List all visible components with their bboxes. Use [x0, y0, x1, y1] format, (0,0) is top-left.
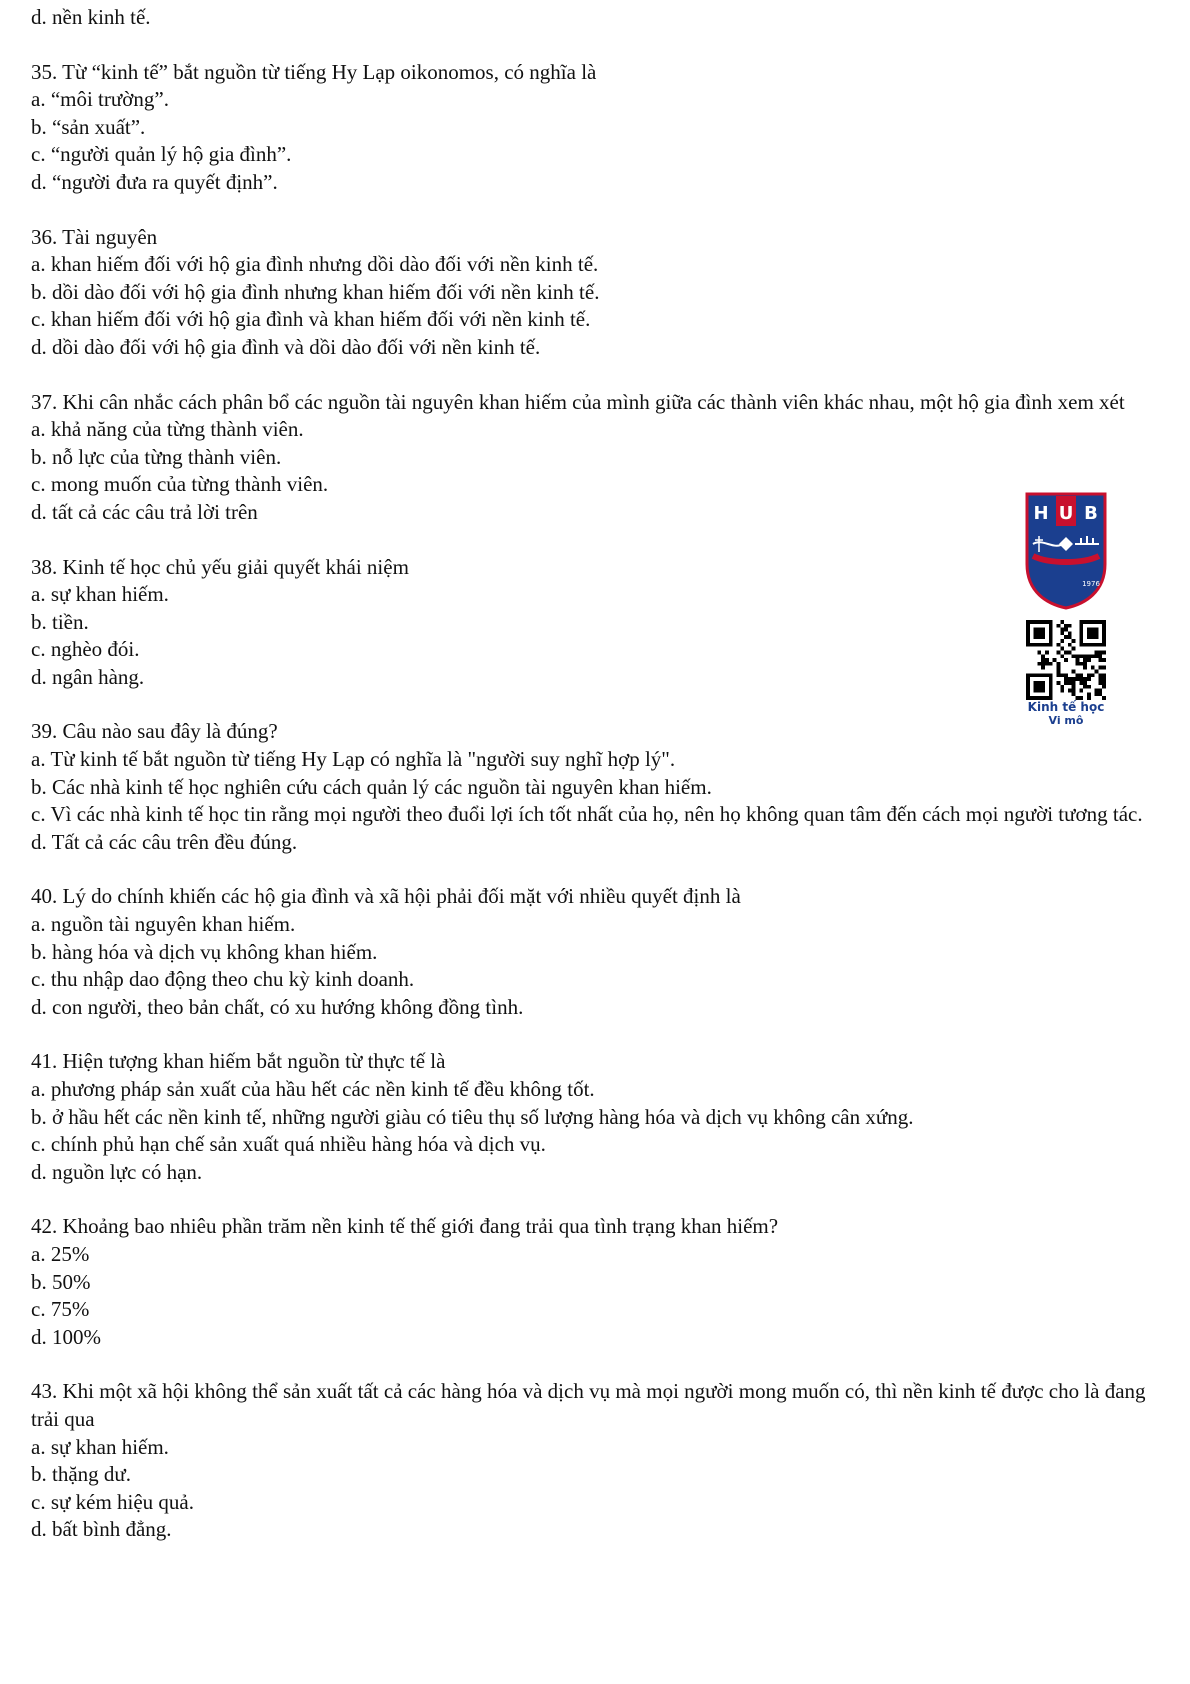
question-stem: 40. Lý do chính khiến các hộ gia đình và xã hội phải đối mặt với nhiều quyết định là	[31, 884, 741, 909]
option-b: b. 50%	[31, 1269, 91, 1294]
option-d: d. dồi dào đối với hộ gia đình và dồi dào đối với nền kinh tế.	[31, 334, 541, 359]
option-c: c. Vì các nhà kinh tế học tin rằng mọi người theo đuổi lợi ích tốt nhất của họ, nên họ không quan tâm đến cách mọi người tương tác.	[31, 802, 1143, 827]
logo-letter-u: U	[1058, 503, 1074, 524]
question-stem: 38. Kinh tế học chủ yếu giải quyết khái niệm	[31, 554, 409, 579]
option-d: d. tất cả các câu trả lời trên	[31, 499, 258, 524]
question-stem: 37. Khi cân nhắc cách phân bổ các nguồn tài nguyên khan hiếm của mình giữa các thành viên khác nhau, một hộ gia đình xem xét	[31, 389, 1125, 414]
question-stem: 41. Hiện tượng khan hiếm bắt nguồn từ thực tế là	[31, 1049, 446, 1074]
question-stem: 36. Tài nguyên	[31, 224, 158, 249]
option-d: d. Tất cả các câu trên đều đúng.	[31, 829, 298, 854]
question-42	[31, 1213, 1171, 1351]
option-b: b. tiền.	[31, 609, 89, 634]
logo-year: 1976	[1082, 580, 1100, 588]
logo-letter-h: H	[1033, 503, 1049, 524]
question-41	[31, 1048, 1171, 1186]
question-35	[31, 59, 1171, 197]
question-39	[31, 718, 1171, 856]
question-stem: 35. Từ “kinh tế” bắt nguồn từ tiếng Hy Lạp oikonomos, có nghĩa là	[31, 59, 597, 84]
option-a: a. sự khan hiếm.	[31, 582, 169, 607]
question-37	[31, 389, 1171, 527]
option-b: b. ở hầu hết các nền kinh tế, những người giàu có tiêu thụ số lượng hàng hóa và dịch vụ không cân xứng.	[31, 1104, 914, 1129]
qr-code	[1026, 620, 1106, 700]
hub-shield-logo	[1025, 492, 1107, 610]
option-a: a. 25%	[31, 1241, 90, 1266]
option-b: b. Các nhà kinh tế học nghiên cứu cách quản lý các nguồn tài nguyên khan hiếm.	[31, 774, 712, 799]
logo-caption-line1: Kinh tế học	[1027, 700, 1105, 714]
question-stem: 39. Câu nào sau đây là đúng?	[31, 719, 278, 744]
question-43	[31, 1378, 1171, 1544]
logo-letter-b: B	[1084, 503, 1098, 524]
question-36	[31, 224, 1171, 362]
option-d: d. bất bình đẳng.	[31, 1517, 172, 1542]
option-a: a. khả năng của từng thành viên.	[31, 417, 304, 442]
logo-caption-line2: Vi mô	[1048, 714, 1084, 727]
option-a: a. “môi trường”.	[31, 87, 169, 112]
option-d: d. con người, theo bản chất, có xu hướng không đồng tình.	[31, 994, 524, 1019]
option-d: d. nguồn lực có hạn.	[31, 1159, 203, 1184]
option-a: a. Từ kinh tế bắt nguồn từ tiếng Hy Lạp có nghĩa là "người suy nghĩ hợp lý".	[31, 747, 676, 772]
hub-logo-block	[1024, 492, 1108, 727]
option-a: a. phương pháp sản xuất của hầu hết các nền kinh tế đều không tốt.	[31, 1077, 595, 1101]
option-b: b. thặng dư.	[31, 1462, 132, 1487]
document-body	[31, 4, 1171, 1544]
question-40	[31, 883, 1171, 1021]
option-c: c. chính phủ hạn chế sản xuất quá nhiều hàng hóa và dịch vụ.	[31, 1132, 546, 1157]
option-c: c. nghèo đói.	[31, 637, 140, 662]
option-d: d. ngân hàng.	[31, 664, 145, 689]
option-a: a. khan hiếm đối với hộ gia đình nhưng dồi dào đối với nền kinh tế.	[31, 252, 599, 277]
question-stem: 43. Khi một xã hội không thể sản xuất tất cả các hàng hóa và dịch vụ mà mọi người mong muốn có, thì nền kinh tế được cho là đang trải qua	[31, 1379, 1146, 1431]
option-c: c. khan hiếm đối với hộ gia đình và khan hiếm đối với nền kinh tế.	[31, 307, 591, 332]
option-c: c. 75%	[31, 1297, 90, 1322]
option-d: d. 100%	[31, 1324, 101, 1349]
option-c: c. “người quản lý hộ gia đình”.	[31, 142, 292, 167]
option-b: b. hàng hóa và dịch vụ không khan hiếm.	[31, 939, 378, 964]
option-c: c. thu nhập dao động theo chu kỳ kinh doanh.	[31, 967, 415, 992]
question-38	[31, 554, 1171, 692]
option-b: b. “sản xuất”.	[31, 114, 146, 139]
option-a: a. nguồn tài nguyên khan hiếm.	[31, 912, 296, 937]
option-d: d. “người đưa ra quyết định”.	[31, 169, 278, 194]
option-a: a. sự khan hiếm.	[31, 1434, 169, 1459]
prev-question-option: d. nền kinh tế.	[31, 5, 151, 29]
option-b: b. dồi dào đối với hộ gia đình nhưng khan hiếm đối với nền kinh tế.	[31, 279, 600, 304]
option-c: c. mong muốn của từng thành viên.	[31, 472, 329, 497]
option-b: b. nỗ lực của từng thành viên.	[31, 444, 282, 469]
question-stem: 42. Khoảng bao nhiêu phần trăm nền kinh tế thế giới đang trải qua tình trạng khan hiếm?	[31, 1214, 779, 1239]
option-c: c. sự kém hiệu quả.	[31, 1489, 195, 1514]
